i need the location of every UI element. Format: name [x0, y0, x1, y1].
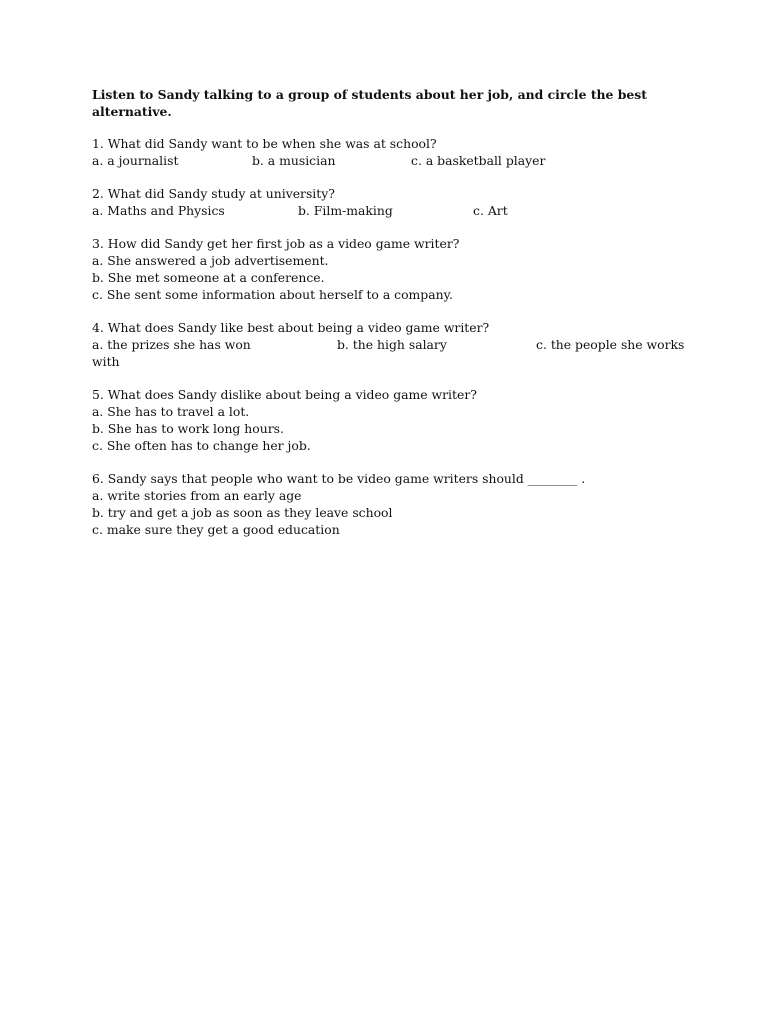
options-row	[92, 202, 692, 219]
option-b: b. a musician	[252, 153, 336, 168]
question-text: 2. What did Sandy study at university?	[92, 186, 335, 201]
instruction-text: Listen to Sandy talking to a group of students about her job, and circle the best alternative.	[92, 87, 647, 119]
option-c: c. make sure they get a good education	[92, 522, 340, 537]
question-6	[92, 470, 692, 538]
option-c: c. She often has to change her job.	[92, 438, 311, 453]
options-row	[92, 336, 692, 370]
option-a: a. She answered a job advertisement.	[92, 253, 329, 268]
option-b: b. She met someone at a conference.	[92, 270, 325, 285]
question-1	[92, 135, 692, 169]
option-a: a. a journalist	[92, 153, 179, 168]
option-a: a. the prizes she has won	[92, 337, 251, 352]
question-4	[92, 319, 692, 370]
options-row	[92, 152, 692, 169]
question-text: 6. Sandy says that people who want to be video game writers should ________ .	[92, 471, 586, 486]
option-c: c. She sent some information about herself to a company.	[92, 287, 453, 302]
question-2	[92, 185, 692, 219]
question-text: 1. What did Sandy want to be when she was at school?	[92, 136, 437, 151]
question-text: 5. What does Sandy dislike about being a video game writer?	[92, 387, 477, 402]
question-text: 4. What does Sandy like best about being a video game writer?	[92, 320, 490, 335]
question-5	[92, 386, 692, 454]
worksheet	[92, 86, 692, 554]
option-a: a. She has to travel a lot.	[92, 404, 250, 419]
option-a: a. Maths and Physics	[92, 203, 225, 218]
option-b: b. try and get a job as soon as they leave school	[92, 505, 393, 520]
option-b: b. Film-making	[298, 203, 393, 218]
option-b: b. the high salary	[337, 337, 447, 352]
question-3	[92, 235, 692, 303]
option-c: c. a basketball player	[411, 153, 546, 168]
question-text: 3. How did Sandy get her first job as a video game writer?	[92, 236, 460, 251]
option-a: a. write stories from an early age	[92, 488, 302, 503]
option-b: b. She has to work long hours.	[92, 421, 284, 436]
option-c: c. Art	[473, 203, 508, 218]
option-c: c. the people she works with	[92, 337, 685, 369]
